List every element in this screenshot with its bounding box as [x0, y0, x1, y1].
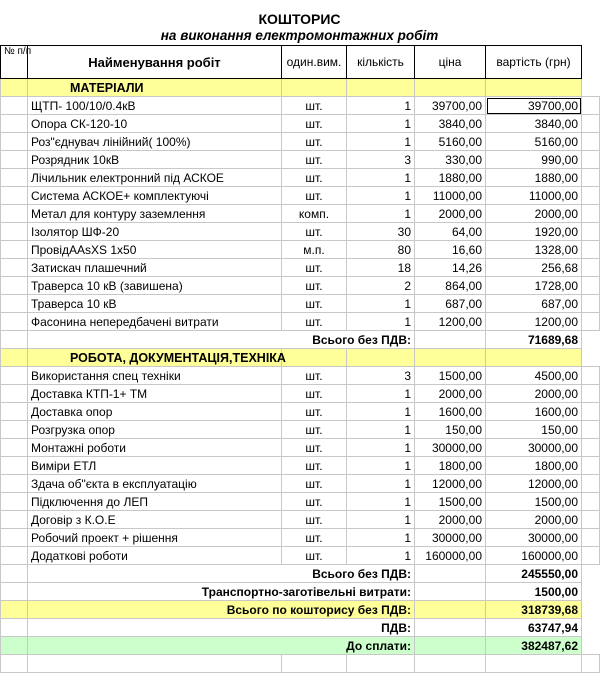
- row-number-cell[interactable]: [1, 187, 28, 205]
- spare-cell: [582, 457, 600, 475]
- table-row: [1, 475, 600, 493]
- item-price[interactable]: 30000,00: [415, 439, 486, 457]
- item-cost[interactable]: 12000,00: [486, 475, 582, 493]
- row-number-cell[interactable]: [1, 457, 28, 475]
- transport-costs-value[interactable]: 1500,00: [486, 583, 582, 601]
- item-name[interactable]: Траверса 10 кВ: [28, 295, 282, 313]
- item-price[interactable]: 2000,00: [415, 205, 486, 223]
- item-qty[interactable]: 1: [347, 115, 415, 133]
- spare-cell: [582, 655, 600, 673]
- item-name[interactable]: Підключення до ЛЕП: [28, 493, 282, 511]
- header-qty[interactable]: кількість: [347, 46, 415, 79]
- item-unit[interactable]: шт.: [282, 97, 347, 115]
- item-qty[interactable]: 2: [347, 277, 415, 295]
- row-number-cell[interactable]: [1, 493, 28, 511]
- empty-row: [1, 655, 600, 673]
- item-qty[interactable]: 1: [347, 187, 415, 205]
- amount-due: [1, 637, 600, 655]
- cell[interactable]: [282, 349, 347, 367]
- spare-cell: [582, 439, 600, 457]
- item-name[interactable]: Розгрузка опор: [28, 421, 282, 439]
- document-title: КОШТОРИС: [258, 11, 341, 27]
- section-materials-row: [1, 79, 600, 97]
- spare-cell: [582, 223, 600, 241]
- item-cost[interactable]: 160000,00: [486, 547, 582, 565]
- item-unit[interactable]: шт.: [282, 439, 347, 457]
- item-cost[interactable]: 30000,00: [486, 529, 582, 547]
- item-qty[interactable]: 1: [347, 205, 415, 223]
- item-qty[interactable]: 1: [347, 295, 415, 313]
- cell[interactable]: [415, 349, 486, 367]
- item-name[interactable]: Затискач плашечний: [28, 259, 282, 277]
- item-qty[interactable]: 3: [347, 367, 415, 385]
- spare-cell: [582, 475, 600, 493]
- cell[interactable]: [347, 349, 415, 367]
- cell[interactable]: [415, 619, 486, 637]
- grand-total: [1, 601, 600, 619]
- table-row: [1, 133, 600, 151]
- item-cost[interactable]: 4500,00: [486, 367, 582, 385]
- table-row: [1, 151, 600, 169]
- item-name[interactable]: Траверса 10 кВ (завишена): [28, 277, 282, 295]
- item-cost[interactable]: 2000,00: [486, 205, 582, 223]
- item-name[interactable]: Метал для контуру заземлення: [28, 205, 282, 223]
- works-total: [1, 565, 600, 583]
- item-cost[interactable]: 1880,00: [486, 169, 582, 187]
- item-price[interactable]: 864,00: [415, 277, 486, 295]
- item-unit[interactable]: шт.: [282, 529, 347, 547]
- amount-due-label[interactable]: До сплати:: [28, 637, 415, 655]
- table-row: [1, 97, 600, 115]
- spare-cell: [582, 565, 600, 583]
- transport-costs: [1, 583, 600, 601]
- item-qty[interactable]: 1: [347, 439, 415, 457]
- item-name[interactable]: Доставка опор: [28, 403, 282, 421]
- spare-cell: [582, 313, 600, 331]
- table-row: [1, 277, 600, 295]
- cell[interactable]: [347, 79, 415, 97]
- spare-cell: [582, 385, 600, 403]
- spare-cell: [582, 529, 600, 547]
- item-unit[interactable]: шт.: [282, 367, 347, 385]
- item-name[interactable]: ЩТП- 100/10/0.4кВ: [28, 97, 282, 115]
- row-number-cell[interactable]: [1, 259, 28, 277]
- item-price[interactable]: 1200,00: [415, 313, 486, 331]
- item-qty[interactable]: 18: [347, 259, 415, 277]
- cell[interactable]: [1, 637, 28, 655]
- cell[interactable]: [282, 79, 347, 97]
- item-qty[interactable]: 1: [347, 97, 415, 115]
- row-number-cell[interactable]: [1, 205, 28, 223]
- item-name[interactable]: Використання спец техніки: [28, 367, 282, 385]
- item-qty[interactable]: 1: [347, 421, 415, 439]
- item-price[interactable]: 5160,00: [415, 133, 486, 151]
- spare-cell: [582, 259, 600, 277]
- table-row: [1, 421, 600, 439]
- item-price[interactable]: 64,00: [415, 223, 486, 241]
- item-price[interactable]: 14,26: [415, 259, 486, 277]
- item-price[interactable]: 1880,00: [415, 169, 486, 187]
- item-price[interactable]: 330,00: [415, 151, 486, 169]
- cell[interactable]: [415, 637, 486, 655]
- row-number-cell[interactable]: [1, 169, 28, 187]
- table-row: [1, 223, 600, 241]
- item-price[interactable]: 1500,00: [415, 493, 486, 511]
- section-works-row: [1, 349, 600, 367]
- cell[interactable]: [1, 583, 28, 601]
- item-price[interactable]: 30000,00: [415, 529, 486, 547]
- cell[interactable]: [1, 331, 28, 349]
- spare-cell: [582, 349, 600, 367]
- item-unit[interactable]: шт.: [282, 133, 347, 151]
- item-unit[interactable]: шт.: [282, 151, 347, 169]
- cell[interactable]: [486, 349, 582, 367]
- header-unit[interactable]: один.вим.: [282, 46, 347, 79]
- spare-cell: [582, 187, 600, 205]
- item-price[interactable]: 687,00: [415, 295, 486, 313]
- item-unit[interactable]: шт.: [282, 187, 347, 205]
- item-price[interactable]: 3840,00: [415, 115, 486, 133]
- item-price[interactable]: 2000,00: [415, 511, 486, 529]
- spare-cell: [582, 637, 600, 655]
- spare-cell: [582, 583, 600, 601]
- item-qty[interactable]: 1: [347, 385, 415, 403]
- table-row: [1, 295, 600, 313]
- cell[interactable]: [1, 565, 28, 583]
- item-price[interactable]: 150,00: [415, 421, 486, 439]
- table-row: [1, 403, 600, 421]
- item-cost[interactable]: 1328,00: [486, 241, 582, 259]
- item-unit[interactable]: шт.: [282, 493, 347, 511]
- item-qty[interactable]: 1: [347, 529, 415, 547]
- item-cost[interactable]: 1200,00: [486, 313, 582, 331]
- spare-cell: [582, 133, 600, 151]
- materials-total-value[interactable]: 71689,68: [486, 331, 582, 349]
- item-cost[interactable]: 2000,00: [486, 511, 582, 529]
- spare-cell: [582, 205, 600, 223]
- section-works-title[interactable]: РОБОТА, ДОКУМЕНТАЦІЯ,ТЕХНІКА: [28, 349, 282, 367]
- item-price[interactable]: 12000,00: [415, 475, 486, 493]
- item-price[interactable]: 11000,00: [415, 187, 486, 205]
- item-name[interactable]: Система АСКОЕ+ комплектуючі: [28, 187, 282, 205]
- cell[interactable]: [28, 655, 282, 673]
- item-qty[interactable]: 1: [347, 475, 415, 493]
- spare-cell: [582, 601, 600, 619]
- table-row: [1, 169, 600, 187]
- row-number-cell[interactable]: [1, 439, 28, 457]
- works-total-label[interactable]: Всього без ПДВ:: [28, 565, 415, 583]
- vat: [1, 619, 600, 637]
- spare-cell: [582, 295, 600, 313]
- table-row: [1, 367, 600, 385]
- item-unit[interactable]: шт.: [282, 403, 347, 421]
- item-qty[interactable]: 1: [347, 313, 415, 331]
- row-number-cell[interactable]: [1, 295, 28, 313]
- item-name[interactable]: Здача об"єкта в експлуатацію: [28, 475, 282, 493]
- item-cost[interactable]: 5160,00: [486, 133, 582, 151]
- cell[interactable]: [415, 601, 486, 619]
- cell[interactable]: [415, 565, 486, 583]
- works-total-value[interactable]: 245550,00: [486, 565, 582, 583]
- item-unit[interactable]: шт.: [282, 421, 347, 439]
- row-number-cell[interactable]: [1, 241, 28, 259]
- item-name[interactable]: Договір з К.О.Е: [28, 511, 282, 529]
- spare-cell: [582, 367, 600, 385]
- item-qty[interactable]: 1: [347, 511, 415, 529]
- item-qty[interactable]: 1: [347, 169, 415, 187]
- item-price[interactable]: 1600,00: [415, 403, 486, 421]
- item-name[interactable]: Роз"єднувач лінійний( 100%): [28, 133, 282, 151]
- spare-cell: [582, 619, 600, 637]
- cell[interactable]: [1, 349, 28, 367]
- table-row: [1, 259, 600, 277]
- spare-cell: [582, 547, 600, 565]
- item-name[interactable]: Опора СК-120-10: [28, 115, 282, 133]
- item-qty[interactable]: 1: [347, 493, 415, 511]
- item-price[interactable]: 160000,00: [415, 547, 486, 565]
- spare-cell: [582, 511, 600, 529]
- item-name[interactable]: Лічильник електронний під АСКОЕ: [28, 169, 282, 187]
- item-cost[interactable]: 1800,00: [486, 457, 582, 475]
- row-number-cell[interactable]: [1, 97, 28, 115]
- row-number-cell[interactable]: [1, 115, 28, 133]
- item-unit[interactable]: шт.: [282, 313, 347, 331]
- item-qty[interactable]: 1: [347, 133, 415, 151]
- item-qty[interactable]: 3: [347, 151, 415, 169]
- spare-cell: [582, 277, 600, 295]
- item-cost[interactable]: 1920,00: [486, 223, 582, 241]
- item-cost[interactable]: 687,00: [486, 295, 582, 313]
- item-cost[interactable]: 1728,00: [486, 277, 582, 295]
- header-cost[interactable]: вартість (грн): [486, 46, 582, 79]
- materials-total: [1, 331, 600, 349]
- item-qty[interactable]: 30: [347, 223, 415, 241]
- spare-cell: [582, 421, 600, 439]
- spare-cell: [582, 151, 600, 169]
- row-number-cell[interactable]: [1, 313, 28, 331]
- header-row: [1, 46, 600, 79]
- item-name[interactable]: Додаткові роботи: [28, 547, 282, 565]
- table-row: [1, 547, 600, 565]
- item-unit[interactable]: шт.: [282, 259, 347, 277]
- table-row: [1, 205, 600, 223]
- item-cost[interactable]: 256,68: [486, 259, 582, 277]
- table-row: [1, 241, 600, 259]
- item-cost[interactable]: 11000,00: [486, 187, 582, 205]
- cell[interactable]: [486, 79, 582, 97]
- table-row: [1, 511, 600, 529]
- transport-costs-label[interactable]: Транспортно-заготівельні витрати:: [28, 583, 415, 601]
- cell[interactable]: [1, 79, 28, 97]
- item-name[interactable]: Робочий проект + рішення: [28, 529, 282, 547]
- row-number-cell[interactable]: [1, 385, 28, 403]
- item-price[interactable]: 39700,00: [415, 97, 486, 115]
- item-name[interactable]: Виміри ЕТЛ: [28, 457, 282, 475]
- table-row: [1, 313, 600, 331]
- cell[interactable]: [1, 619, 28, 637]
- item-qty[interactable]: 1: [347, 457, 415, 475]
- row-number-cell[interactable]: [1, 475, 28, 493]
- item-unit[interactable]: м.п.: [282, 241, 347, 259]
- table-row: [1, 529, 600, 547]
- row-number-cell[interactable]: [1, 151, 28, 169]
- cell[interactable]: [1, 601, 28, 619]
- item-cost[interactable]: 30000,00: [486, 439, 582, 457]
- table-row: [1, 115, 600, 133]
- item-name[interactable]: Доставка КТП-1+ ТМ: [28, 385, 282, 403]
- item-cost[interactable]: 3840,00: [486, 115, 582, 133]
- header-name[interactable]: Найменування робіт: [28, 46, 282, 79]
- item-unit[interactable]: шт.: [282, 223, 347, 241]
- row-number-cell[interactable]: [1, 277, 28, 295]
- table-row: [1, 493, 600, 511]
- vat-label[interactable]: ПДВ:: [28, 619, 415, 637]
- item-name[interactable]: ПровідAAsXS 1x50: [28, 241, 282, 259]
- item-cost[interactable]: 150,00: [486, 421, 582, 439]
- item-name[interactable]: Розрядник 10кВ: [28, 151, 282, 169]
- row-number-cell[interactable]: [1, 133, 28, 151]
- row-number-cell[interactable]: [1, 223, 28, 241]
- item-price[interactable]: 2000,00: [415, 385, 486, 403]
- spare-cell: [582, 46, 600, 79]
- item-cost[interactable]: 2000,00: [486, 385, 582, 403]
- table-row: [1, 439, 600, 457]
- spare-cell: [582, 331, 600, 349]
- item-name[interactable]: Ізолятор ШФ-20: [28, 223, 282, 241]
- item-unit[interactable]: комп.: [282, 205, 347, 223]
- item-unit[interactable]: шт.: [282, 511, 347, 529]
- item-name[interactable]: Монтажні роботи: [28, 439, 282, 457]
- item-price[interactable]: 16,60: [415, 241, 486, 259]
- amount-due-value[interactable]: 382487,62: [486, 637, 582, 655]
- item-name[interactable]: Фасонина непередбачені витрати: [28, 313, 282, 331]
- row-number-cell[interactable]: [1, 511, 28, 529]
- cell[interactable]: [486, 655, 582, 673]
- estimate-table: [0, 45, 600, 673]
- item-qty[interactable]: 1: [347, 547, 415, 565]
- cell[interactable]: [347, 655, 415, 673]
- cell[interactable]: [415, 79, 486, 97]
- spare-cell: [582, 241, 600, 259]
- vat-value[interactable]: 63747,94: [486, 619, 582, 637]
- item-unit[interactable]: шт.: [282, 169, 347, 187]
- item-cost[interactable]: 990,00: [486, 151, 582, 169]
- row-number-cell[interactable]: [1, 421, 28, 439]
- item-unit[interactable]: шт.: [282, 547, 347, 565]
- item-cost[interactable]: 39700,00: [486, 97, 582, 115]
- row-number-cell[interactable]: [1, 529, 28, 547]
- item-qty[interactable]: 1: [347, 403, 415, 421]
- table-row: [1, 187, 600, 205]
- row-number-cell[interactable]: [1, 547, 28, 565]
- item-unit[interactable]: шт.: [282, 277, 347, 295]
- grand-total-value[interactable]: 318739,68: [486, 601, 582, 619]
- table-row: [1, 457, 600, 475]
- spare-cell: [582, 169, 600, 187]
- cell[interactable]: [1, 655, 28, 673]
- document-subtitle: на виконання електромонтажних робіт: [160, 28, 439, 43]
- item-price[interactable]: 1800,00: [415, 457, 486, 475]
- spare-cell: [582, 493, 600, 511]
- item-cost[interactable]: 1600,00: [486, 403, 582, 421]
- item-unit[interactable]: шт.: [282, 295, 347, 313]
- row-number-cell[interactable]: [1, 367, 28, 385]
- spare-cell: [582, 403, 600, 421]
- materials-total-label[interactable]: Всього без ПДВ:: [28, 331, 415, 349]
- header-price[interactable]: ціна: [415, 46, 486, 79]
- item-unit[interactable]: шт.: [282, 475, 347, 493]
- section-materials-title[interactable]: МАТЕРІАЛИ: [28, 79, 282, 97]
- table-row: [1, 385, 600, 403]
- spare-cell: [582, 97, 600, 115]
- item-qty[interactable]: 80: [347, 241, 415, 259]
- spare-cell: [582, 79, 600, 97]
- header-no[interactable]: № п/п: [1, 46, 28, 79]
- cell[interactable]: [415, 655, 486, 673]
- item-unit[interactable]: шт.: [282, 457, 347, 475]
- item-unit[interactable]: шт.: [282, 115, 347, 133]
- cell[interactable]: [415, 583, 486, 601]
- grand-total-label[interactable]: Всього по кошторису без ПДВ:: [28, 601, 415, 619]
- cell[interactable]: [415, 331, 486, 349]
- item-price[interactable]: 1500,00: [415, 367, 486, 385]
- item-cost[interactable]: 1500,00: [486, 493, 582, 511]
- row-number-cell[interactable]: [1, 403, 28, 421]
- cell[interactable]: [282, 655, 347, 673]
- spare-cell: [582, 115, 600, 133]
- item-unit[interactable]: шт.: [282, 385, 347, 403]
